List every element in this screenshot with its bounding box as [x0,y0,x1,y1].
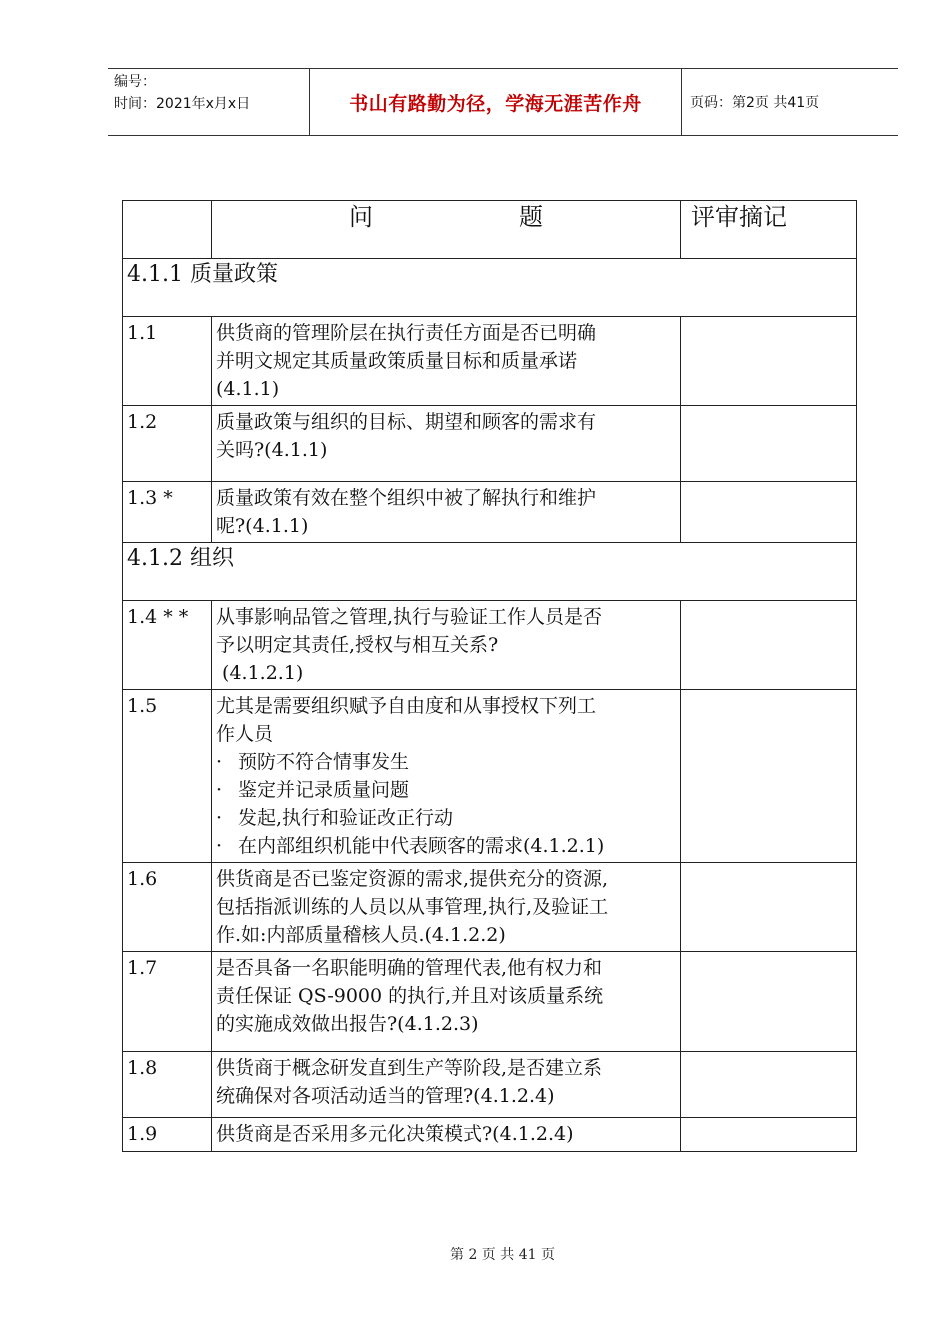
question-line: 统确保对各项活动适当的管理?(4.1.2.4) [216,1085,555,1107]
question-cell [212,1052,681,1118]
header-meta [108,69,310,135]
question-line: 质量政策有效在整个组织中被了解执行和维护 [216,487,597,509]
bullet-dot-icon: · [216,779,223,801]
review-note-cell[interactable] [681,863,857,952]
question-line: 供货商是否已鉴定资源的需求,提供充分的资源, [216,868,609,890]
header-question-char-2: 题 [519,203,543,231]
table-header-row [123,201,857,259]
question-cell [212,482,681,543]
question-cell [212,690,681,863]
question-line: (4.1.1) [216,378,280,400]
bullet-text: 预防不符合情事发生 [238,751,410,773]
header-page-info: 页码：第2页 共41页 [690,95,820,111]
bullet-text: 鉴定并记录质量问题 [238,779,410,801]
question-line: 尤其是需要组织赋予自由度和从事授权下列工 [216,695,597,717]
question-cell [212,601,681,690]
table-row [123,1118,857,1152]
item-number: 1.8 [123,1052,212,1118]
item-number: 1.7 [123,952,212,1052]
question-line: 从事影响品管之管理,执行与验证工作人员是否 [216,606,603,628]
section-title: 4.1.1 质量政策 [123,259,857,317]
item-number: 1.1 [123,317,212,406]
question-line: 是否具备一名职能明确的管理代表,他有权力和 [216,957,603,979]
question-line: 质量政策与组织的目标、期望和顾客的需求有 [216,411,597,433]
item-number: 1.2 [123,406,212,482]
table-row [123,690,857,863]
question-line: 关吗?(4.1.1) [216,439,328,461]
item-number: 1.6 [123,863,212,952]
bullet-dot-icon: · [216,751,223,773]
review-note-cell[interactable] [681,482,857,543]
question-line: 供货商的管理阶层在执行责任方面是否已明确 [216,322,597,344]
table-row [123,406,857,482]
bullet-item [216,832,676,860]
question-cell [212,406,681,482]
bullet-item [216,804,676,832]
table-row [123,1052,857,1118]
section-row [123,543,857,601]
question-cell [212,317,681,406]
review-note-cell[interactable] [681,1052,857,1118]
section-row [123,259,857,317]
bullet-text: 在内部组织机能中代表顾客的需求(4.1.2.1) [238,835,605,857]
question-line: 作.如:内部质量稽核人员.(4.1.2.2) [216,924,506,946]
review-note-cell[interactable] [681,952,857,1052]
table-row [123,317,857,406]
bullet-dot-icon: · [216,807,223,829]
table-row [123,482,857,543]
question-cell [212,952,681,1052]
page-footer: 第 2 页 共 41 页 [450,1247,555,1263]
question-line: (4.1.2.1) [216,662,304,684]
header-question-char-1: 问 [349,203,373,231]
item-number: 1.9 [123,1118,212,1152]
question-cell [212,1118,681,1152]
section-title: 4.1.2 组织 [123,543,857,601]
bullet-item [216,748,676,776]
question-line: 的实施成效做出报告?(4.1.2.3) [216,1013,479,1035]
table-row [123,863,857,952]
header-motto: 书山有路勤为径，学海无涯苦作舟 [310,69,682,135]
header-question-cell [212,201,681,259]
question-line: 供货商于概念研发直到生产等阶段,是否建立系 [216,1057,603,1079]
table-row [123,601,857,690]
page-header [108,68,898,136]
header-blank-cell [123,201,212,259]
question-line: 并明文规定其质量政策质量目标和质量承诺 [216,350,578,372]
table-row [123,952,857,1052]
question-line: 包括指派训练的人员以从事管理,执行,及验证工 [216,896,609,918]
question-line: 呢?(4.1.1) [216,515,309,537]
question-line: 供货商是否采用多元化决策模式?(4.1.2.4) [216,1123,574,1145]
bullet-text: 发起,执行和验证改正行动 [238,807,454,829]
item-number: 1.3 * [123,482,212,543]
time-label: 时间：2021年x月x日 [114,96,251,112]
review-note-cell[interactable] [681,690,857,863]
question-cell [212,863,681,952]
review-note-cell[interactable] [681,601,857,690]
question-line: 责任保证 QS-9000 的执行,并且对该质量系统 [216,985,604,1007]
question-line: 予以明定其责任,授权与相互关系? [216,634,499,656]
header-review-cell: 评审摘记 [681,201,857,259]
item-number: 1.4 * * [123,601,212,690]
bullet-item [216,776,676,804]
review-note-cell[interactable] [681,317,857,406]
number-label: 编号： [114,74,156,90]
bullet-dot-icon: · [216,835,223,857]
question-line: 作人员 [216,723,274,745]
item-number: 1.5 [123,690,212,863]
review-table [122,200,857,1152]
review-note-cell[interactable] [681,1118,857,1152]
review-note-cell[interactable] [681,406,857,482]
